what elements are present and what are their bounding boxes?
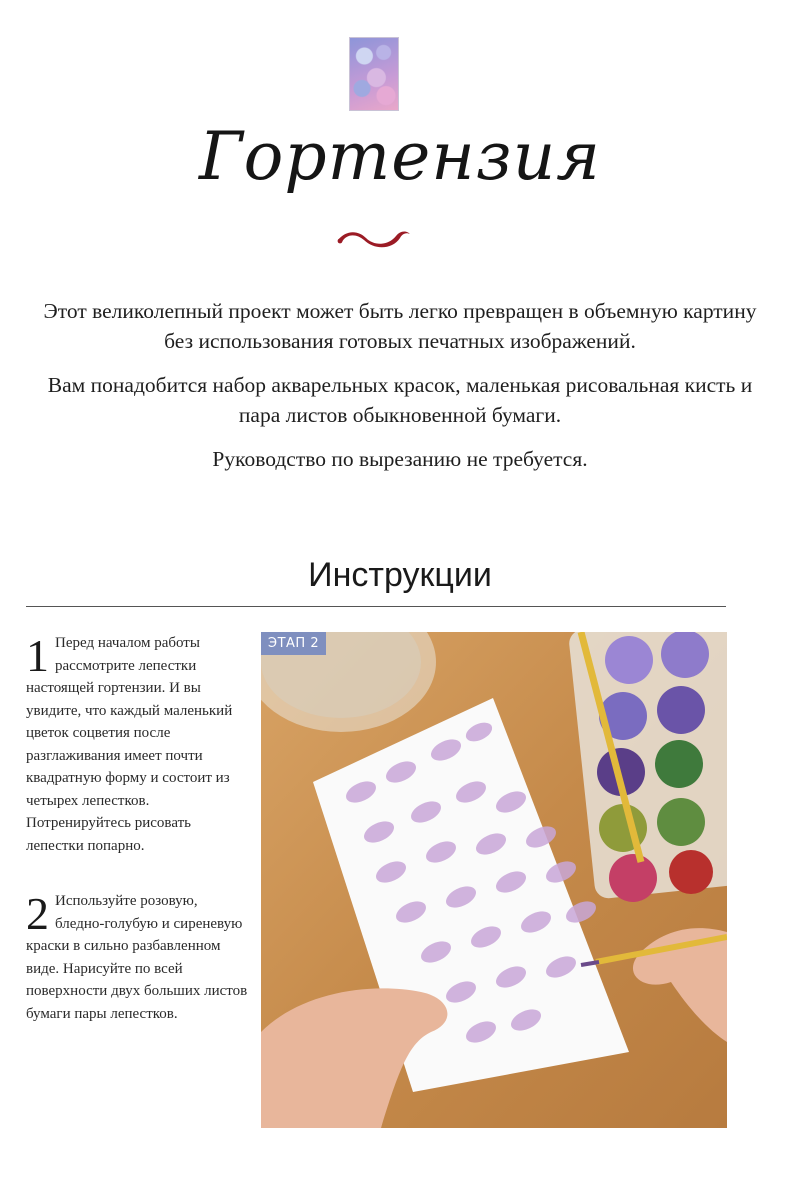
step-badge: ЭТАП 2: [261, 632, 326, 655]
intro-text: [40, 296, 760, 488]
step-text: Используйте розовую, бледно-голубую и сиреневую краски в сильно разбавленном виде. Нарисуйте по всей поверхности двух больших листов бумаги пары лепестков.: [26, 893, 248, 1022]
section-divider: [26, 606, 726, 607]
step-photo: [261, 632, 727, 1128]
instructions-heading: Инструкции: [308, 556, 492, 594]
step-number: 2: [26, 888, 49, 939]
intro-paragraph: Руководство по вырезанию не требуется.: [212, 447, 588, 471]
instruction-step: [26, 632, 248, 857]
watercolor-painting-photo-icon: [261, 632, 727, 1128]
page-title: Гортензия: [198, 118, 601, 195]
intro-paragraph: Вам понадобится набор акварельных красок, маленькая рисовальная кисть и пара листов обыкновенной бумаги.: [47, 373, 753, 427]
intro-paragraph: Этот великолепный проект может быть легко превращен в объемную картину без использования готовых печатных изображений.: [43, 299, 757, 353]
step-number: 1: [26, 630, 49, 681]
step-text: Перед началом работы рассмотрите лепестки настоящей гортензии. И вы увидите, что каждый маленький цветок соцветия после разглаживания имеет почти квадратную форму и состоит из четырех лепестков. Потренируйтесь рисовать лепестки попарно.: [26, 635, 233, 854]
flourish-ornament-icon: [334, 226, 414, 248]
hydrangea-thumbnail-icon: [349, 37, 399, 111]
instruction-step: [26, 890, 248, 1025]
